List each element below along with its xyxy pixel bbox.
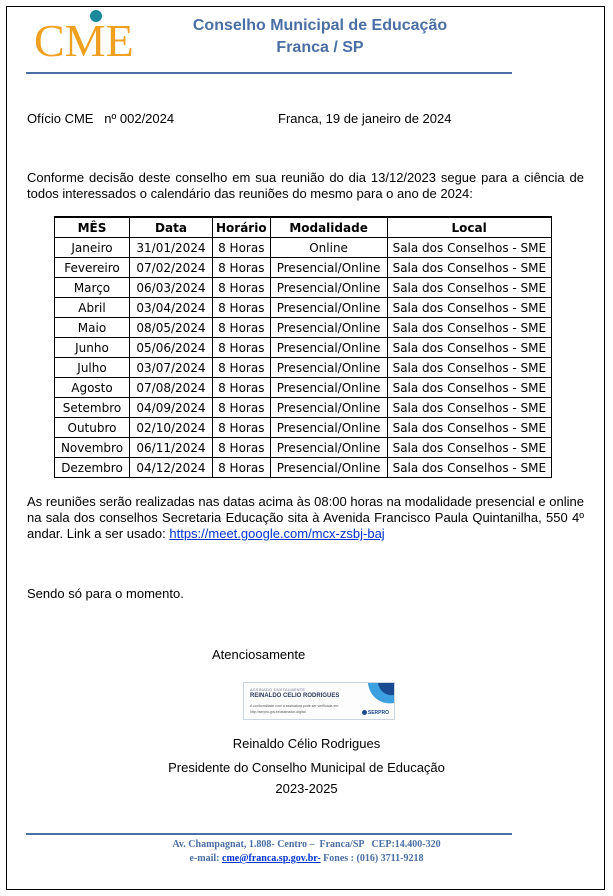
col-header-date: Data xyxy=(130,217,213,238)
cell-modality: Presencial/Online xyxy=(270,398,387,418)
cell-location: Sala dos Conselhos - SME xyxy=(387,318,551,338)
stamp-wave-icon xyxy=(360,683,394,705)
cell-month: Janeiro xyxy=(55,238,130,258)
meeting-info-paragraph xyxy=(27,494,584,542)
col-header-time: Horário xyxy=(213,217,271,238)
letter-date: Franca, 19 de janeiro de 2024 xyxy=(278,111,452,126)
cell-location: Sala dos Conselhos - SME xyxy=(387,438,551,458)
stamp-line1: ASSINADO DIGITALMENTE xyxy=(250,687,306,692)
cell-time: 8 Horas xyxy=(213,378,271,398)
stamp-line4: http://serpro.gov.br/assinador-digital xyxy=(250,710,306,714)
cell-time: 8 Horas xyxy=(213,358,271,378)
cell-month: Setembro xyxy=(55,398,130,418)
table-row xyxy=(55,278,552,298)
cell-location: Sala dos Conselhos - SME xyxy=(387,458,551,478)
cell-date: 07/08/2024 xyxy=(130,378,213,398)
meeting-calendar-table xyxy=(54,216,552,478)
cell-month: Outubro xyxy=(55,418,130,438)
table-row xyxy=(55,338,552,358)
logo-text: CME xyxy=(34,15,134,60)
intro-paragraph: Conforme decisão deste conselho em sua reunião do dia 13/12/2023 segue para a ciência de todos interessados o calendário das reuniões do mesmo para o ano de 2024: xyxy=(27,170,584,201)
cell-modality: Online xyxy=(270,238,387,258)
cell-date: 02/10/2024 xyxy=(130,418,213,438)
header-title-line2: Franca / SP xyxy=(276,39,364,56)
cell-modality: Presencial/Online xyxy=(270,298,387,318)
signer-name: Reinaldo Célio Rodrigues xyxy=(232,736,381,751)
cell-modality: Presencial/Online xyxy=(270,278,387,298)
cell-date: 06/11/2024 xyxy=(130,438,213,458)
cell-time: 8 Horas xyxy=(213,238,271,258)
cell-modality: Presencial/Online xyxy=(270,338,387,358)
table-header-row xyxy=(55,217,552,238)
table-row xyxy=(55,398,552,418)
col-header-location: Local xyxy=(387,217,551,238)
footer-phone: Fones : (016) 3711-9218 xyxy=(320,853,424,864)
cell-location: Sala dos Conselhos - SME xyxy=(387,298,551,318)
cell-time: 8 Horas xyxy=(213,278,271,298)
cell-modality: Presencial/Online xyxy=(270,378,387,398)
cell-month: Agosto xyxy=(55,378,130,398)
cell-time: 8 Horas xyxy=(213,458,271,478)
cell-date: 03/04/2024 xyxy=(130,298,213,318)
stamp-line3: A conformidade com a assinatura pode ser verificada em: xyxy=(250,704,340,708)
cell-location: Sala dos Conselhos - SME xyxy=(387,258,551,278)
cell-time: 8 Horas xyxy=(213,398,271,418)
header-title-line1: Conselho Municipal de Educação xyxy=(192,17,448,34)
table-row xyxy=(55,238,552,258)
cell-time: 8 Horas xyxy=(213,318,271,338)
serpro-logo-icon xyxy=(362,710,367,715)
regards-text: Atenciosamente xyxy=(212,647,306,662)
farewell-text: Sendo só para o momento. xyxy=(27,586,184,601)
cell-date: 05/06/2024 xyxy=(130,338,213,358)
footer-divider xyxy=(26,833,512,835)
cme-logo xyxy=(34,10,154,60)
col-header-month: MÊS xyxy=(55,217,130,238)
cell-month: Abril xyxy=(55,298,130,318)
cell-location: Sala dos Conselhos - SME xyxy=(387,338,551,358)
cme-logo-graphic xyxy=(34,10,154,60)
cell-modality: Presencial/Online xyxy=(270,318,387,338)
stamp-signer: REINALDO CELIO RODRIGUES xyxy=(250,693,340,699)
cell-location: Sala dos Conselhos - SME xyxy=(387,358,551,378)
cell-modality: Presencial/Online xyxy=(270,258,387,278)
cell-location: Sala dos Conselhos - SME xyxy=(387,238,551,258)
cell-time: 8 Horas xyxy=(213,438,271,458)
cell-modality: Presencial/Online xyxy=(270,358,387,378)
table-row xyxy=(55,298,552,318)
cell-date: 04/09/2024 xyxy=(130,398,213,418)
cell-date: 31/01/2024 xyxy=(130,238,213,258)
signer-term: 2023-2025 xyxy=(275,781,338,796)
table-row xyxy=(55,458,552,478)
digital-signature-stamp xyxy=(243,682,395,720)
cell-date: 03/07/2024 xyxy=(130,358,213,378)
cell-month: Novembro xyxy=(55,438,130,458)
cell-month: Março xyxy=(55,278,130,298)
cell-time: 8 Horas xyxy=(213,298,271,318)
cell-time: 8 Horas xyxy=(213,418,271,438)
cell-month: Maio xyxy=(55,318,130,338)
cell-month: Fevereiro xyxy=(55,258,130,278)
stamp-brand-text: SERPRO xyxy=(367,710,389,716)
cell-time: 8 Horas xyxy=(213,258,271,278)
col-header-modality: Modalidade xyxy=(270,217,387,238)
stamp-brand xyxy=(362,710,389,716)
cell-location: Sala dos Conselhos - SME xyxy=(387,398,551,418)
cell-month: Dezembro xyxy=(55,458,130,478)
cell-location: Sala dos Conselhos - SME xyxy=(387,418,551,438)
meeting-info-text: As reuniões serão realizadas nas datas acima às 08:00 horas na modalidade presencial e online na sala dos conselhos Secretaria Educação sita à Avenida Francisco Paula Quintanilha, 550 4º andar. Link a ser usado: xyxy=(27,494,584,541)
table-row xyxy=(55,358,552,378)
cell-modality: Presencial/Online xyxy=(270,418,387,438)
cell-date: 06/03/2024 xyxy=(130,278,213,298)
cell-location: Sala dos Conselhos - SME xyxy=(387,278,551,298)
signer-role: Presidente do Conselho Municipal de Educação xyxy=(168,760,445,775)
cell-date: 08/05/2024 xyxy=(130,318,213,338)
cell-modality: Presencial/Online xyxy=(270,458,387,478)
header-title xyxy=(160,15,480,59)
cell-date: 04/12/2024 xyxy=(130,458,213,478)
footer-email-label: e-mail: xyxy=(189,853,223,864)
cell-time: 8 Horas xyxy=(213,338,271,358)
footer-contact xyxy=(0,853,613,864)
footer-address: Av. Champagnat, 1.808- Centro – Franca/SP CEP:14.400-320 xyxy=(172,839,441,850)
cell-month: Julho xyxy=(55,358,130,378)
office-reference: Ofício CME nº 002/2024 xyxy=(27,111,175,126)
footer-email-link[interactable]: cme@franca.sp.gov.br- xyxy=(222,853,321,864)
meet-link[interactable]: https://meet.google.com/mcx-zsbj-baj xyxy=(169,526,385,541)
cell-date: 07/02/2024 xyxy=(130,258,213,278)
table-row xyxy=(55,378,552,398)
cell-location: Sala dos Conselhos - SME xyxy=(387,378,551,398)
header-divider xyxy=(26,72,512,74)
cell-month: Junho xyxy=(55,338,130,358)
table-row xyxy=(55,418,552,438)
table-row xyxy=(55,438,552,458)
table-row xyxy=(55,258,552,278)
cell-modality: Presencial/Online xyxy=(270,438,387,458)
table-row xyxy=(55,318,552,338)
